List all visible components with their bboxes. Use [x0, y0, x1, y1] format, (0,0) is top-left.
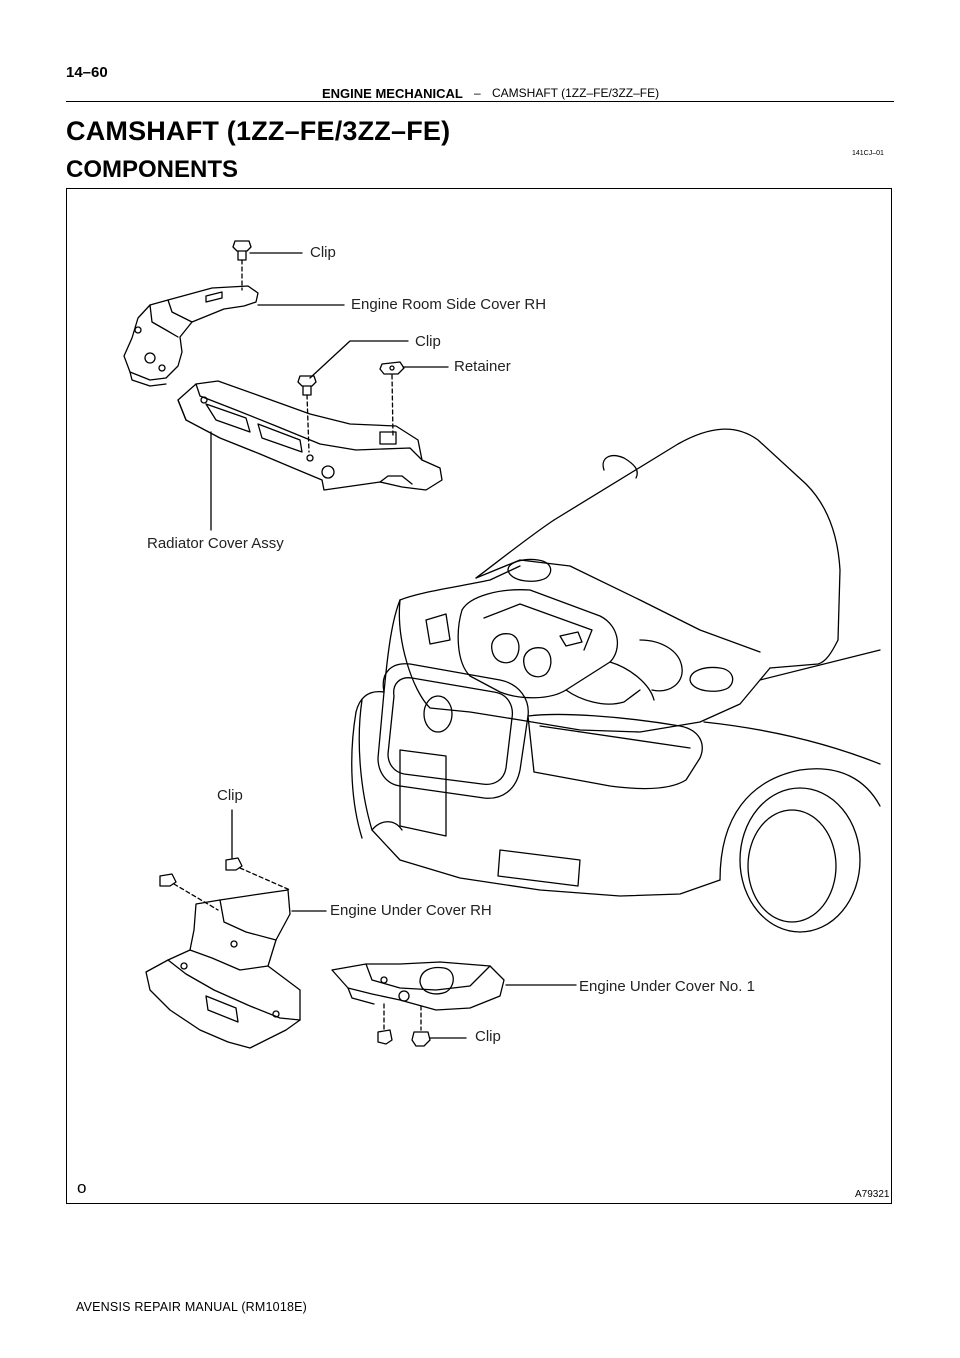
figure-code: A79321 — [855, 1189, 890, 1200]
page-title: CAMSHAFT (1ZZ–FE/3ZZ–FE) — [66, 116, 451, 146]
header-subsection: CAMSHAFT (1ZZ–FE/3ZZ–FE) — [492, 86, 660, 100]
clip-bottom-parts — [378, 1004, 430, 1046]
clip-lower-part — [160, 858, 290, 910]
leader-clip-middle — [310, 341, 408, 378]
label-retainer: Retainer — [454, 358, 511, 375]
label-engine-under-cover-no1: Engine Under Cover No. 1 — [579, 978, 755, 995]
label-clip-lower: Clip — [217, 787, 243, 804]
radiator-cover-part — [178, 381, 442, 490]
section-heading: COMPONENTS — [66, 156, 239, 183]
label-clip-bottom: Clip — [475, 1028, 501, 1045]
engine-room-side-cover-part — [124, 286, 258, 386]
engine-under-cover-no1-part — [332, 962, 504, 1010]
figure-corner-mark: o — [77, 1178, 87, 1197]
footer-manual-name: AVENSIS REPAIR MANUAL (RM1018E) — [76, 1300, 308, 1314]
engine-under-cover-rh-part — [146, 890, 300, 1048]
page-number: 14–60 — [66, 64, 108, 81]
label-engine-room-side-cover: Engine Room Side Cover RH — [351, 296, 547, 313]
header-separator: – — [474, 86, 481, 100]
reference-code: 141CJ–01 — [852, 150, 884, 157]
label-clip-middle: Clip — [415, 333, 441, 350]
clip-top-part — [233, 241, 251, 290]
vehicle-front — [352, 429, 880, 932]
header-section: ENGINE MECHANICAL — [322, 86, 463, 101]
label-engine-under-cover-rh: Engine Under Cover RH — [330, 902, 492, 919]
label-clip-top: Clip — [310, 244, 336, 261]
label-radiator-cover: Radiator Cover Assy — [147, 535, 284, 552]
